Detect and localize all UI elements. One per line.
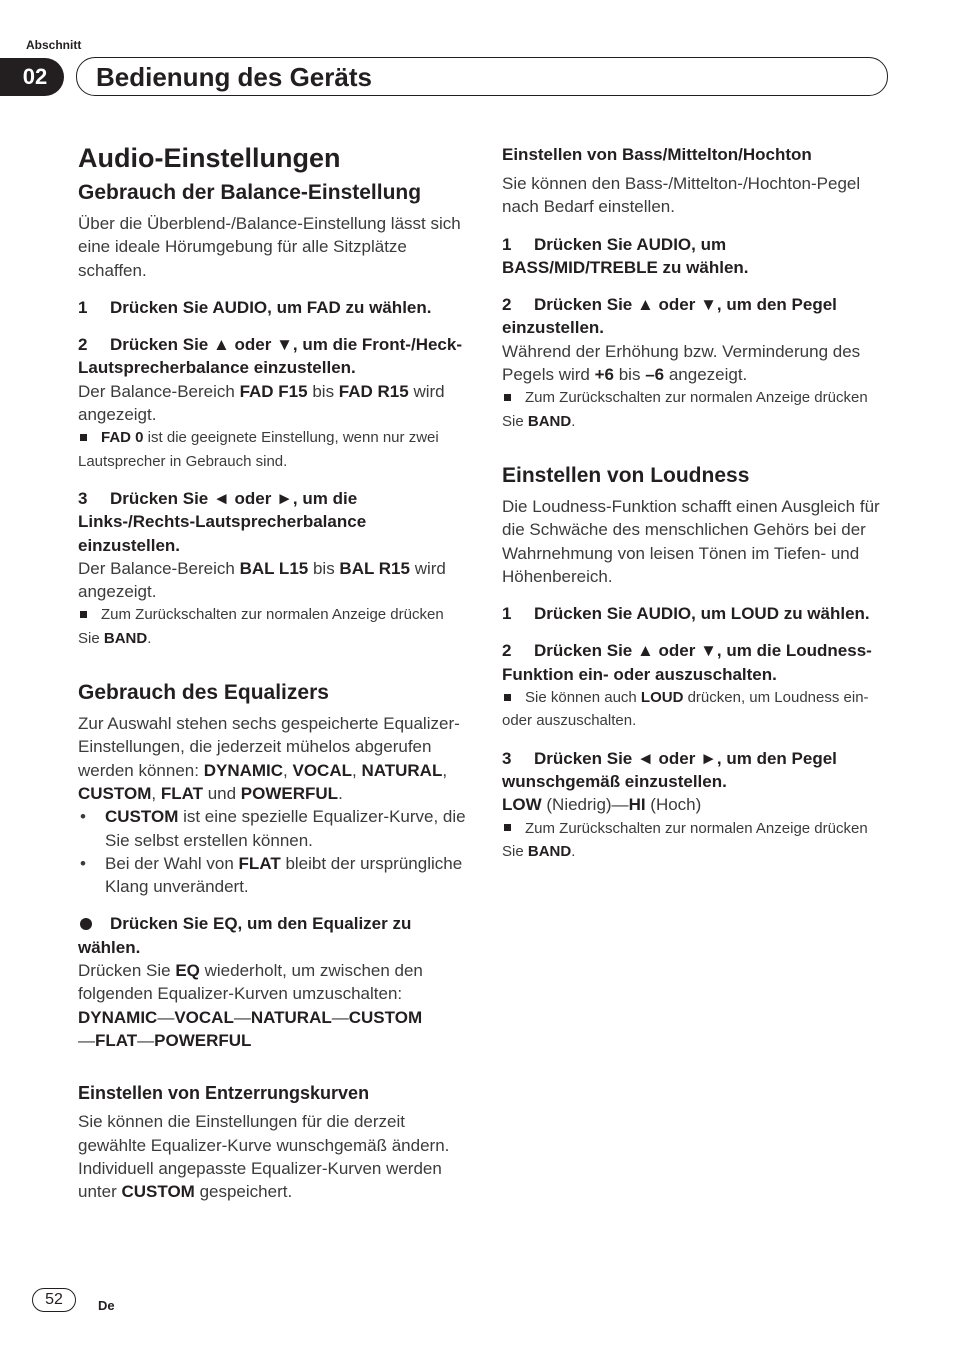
equalizer-step: Drücken Sie EQ, um den Equalizer zu wählen.	[78, 914, 412, 957]
bass-step-2-desc: Während der Erhöhung bzw. Verminderung des Pegels wird +6 bis –6 angezeigt.	[502, 341, 861, 385]
step-circle-icon	[80, 918, 92, 930]
bullet-icon: •	[80, 853, 86, 873]
curves-heading: Einstellen von Entzerrungskurven	[78, 1083, 370, 1104]
loudness-step-3: 3 Drücken Sie ◄ oder ►, um den Pegel wunschgemäß einzustellen.	[502, 748, 837, 791]
equalizer-step-desc: Drücken Sie EQ wiederholt, um zwischen den folgenden Equalizer-Kurven umzuschalten:	[78, 961, 423, 1004]
bass-step-1: 1 Drücken Sie AUDIO, um BASS/MID/TREBLE zu wählen.	[502, 234, 749, 277]
equalizer-bullet-custom: • CUSTOM ist eine spezielle Equalizer-Kurve, die Sie selbst erstellen können.	[78, 805, 466, 852]
note-square-icon	[504, 694, 511, 701]
left-column	[78, 140, 466, 1203]
note-square-icon	[80, 434, 87, 441]
balance-intro: Über die Überblend-/Balance-Einstellung lässt sich eine ideale Hörumgebung für alle Sitzplätze schaffen.	[78, 214, 461, 280]
note-square-icon	[504, 824, 511, 831]
section-number-badge: 02	[0, 58, 64, 96]
bullet-icon: •	[80, 807, 86, 827]
section-title: Bedienung des Geräts	[96, 62, 372, 92]
bass-intro: Sie können den Bass-/Mittelton-/Hochton-Pegel nach Bedarf einstellen.	[502, 174, 861, 217]
equalizer-bullet-flat: • Bei der Wahl von FLAT bleibt der ursprüngliche Klang unverändert.	[78, 852, 466, 899]
loudness-intro: Die Loudness-Funktion schafft einen Ausgleich für die Schwäche des menschlichen Gehörs bei der Wahrnehmung von leisen Tönen im Tiefen- und Höhenbereich.	[502, 496, 880, 586]
balance-note-1: FAD 0 ist die geeignete Einstellung, wenn nur zwei Lautsprecher in Gebrauch sind.	[78, 429, 439, 470]
balance-step-2: 2 Drücken Sie ▲ oder ▼, um die Front-/Heck-Lautsprecherbalance einzustellen.	[78, 335, 462, 378]
balance-step-3-desc: Der Balance-Bereich BAL L15 bis BAL R15 wird angezeigt.	[78, 558, 446, 602]
curves-text: Sie können die Einstellungen für die derzeit gewählte Equalizer-Kurve wunschgemäß ändern. Individuell angepasste Equalizer-Kurven werden unter CUSTOM gespeichert.	[78, 1112, 450, 1202]
equalizer-intro: Zur Auswahl stehen sechs gespeicherte Equalizer-Einstellungen, die jederzeit mühelos abgerufen werden können: DYNAMIC, VOCAL, NATURAL, CUSTOM, FLAT und POWERFUL.	[78, 714, 460, 803]
bass-note: Zum Zurückschalten zur normalen Anzeige drücken Sie BAND.	[502, 389, 868, 430]
loudness-step-2: 2 Drücken Sie ▲ oder ▼, um die Loudness-Funktion ein- oder auszuschalten.	[502, 641, 872, 684]
balance-note-2: Zum Zurückschalten zur normalen Anzeige drücken Sie BAND.	[78, 606, 444, 647]
page-number: 52	[32, 1288, 76, 1312]
note-square-icon	[504, 394, 511, 401]
loudness-step-1: 1 Drücken Sie AUDIO, um LOUD zu wählen.	[502, 604, 870, 624]
loudness-note-1: Sie können auch LOUD drücken, um Loudness ein- oder auszuschalten.	[502, 689, 869, 730]
balance-heading: Gebrauch der Balance-Einstellung	[78, 181, 422, 204]
equalizer-sequence: DYNAMIC—VOCAL—NATURAL—CUSTOM —FLAT—POWERFUL	[78, 1007, 423, 1050]
language-code: De	[98, 1298, 115, 1313]
balance-step-2-desc: Der Balance-Bereich FAD F15 bis FAD R15 wird angezeigt.	[78, 381, 445, 425]
equalizer-heading: Gebrauch des Equalizers	[78, 681, 329, 705]
bass-step-2: 2 Drücken Sie ▲ oder ▼, um den Pegel einzustellen.	[502, 295, 837, 338]
loudness-heading: Einstellen von Loudness	[502, 463, 750, 487]
loudness-step-3-desc: LOW (Niedrig)—HI (Hoch)	[502, 795, 702, 815]
bass-heading: Einstellen von Bass/Mittelton/Hochton	[502, 145, 812, 164]
page-title: Audio-Einstellungen	[78, 143, 341, 173]
loudness-note-2: Zum Zurückschalten zur normalen Anzeige drücken Sie BAND.	[502, 819, 868, 860]
note-square-icon	[80, 611, 87, 618]
balance-step-3: 3 Drücken Sie ◄ oder ►, um die Links-/Rechts-Lautsprecherbalance einzustellen.	[78, 488, 367, 555]
balance-step-1: 1 Drücken Sie AUDIO, um FAD zu wählen.	[78, 297, 432, 317]
section-label: Abschnitt	[26, 38, 82, 52]
right-column	[502, 142, 882, 863]
